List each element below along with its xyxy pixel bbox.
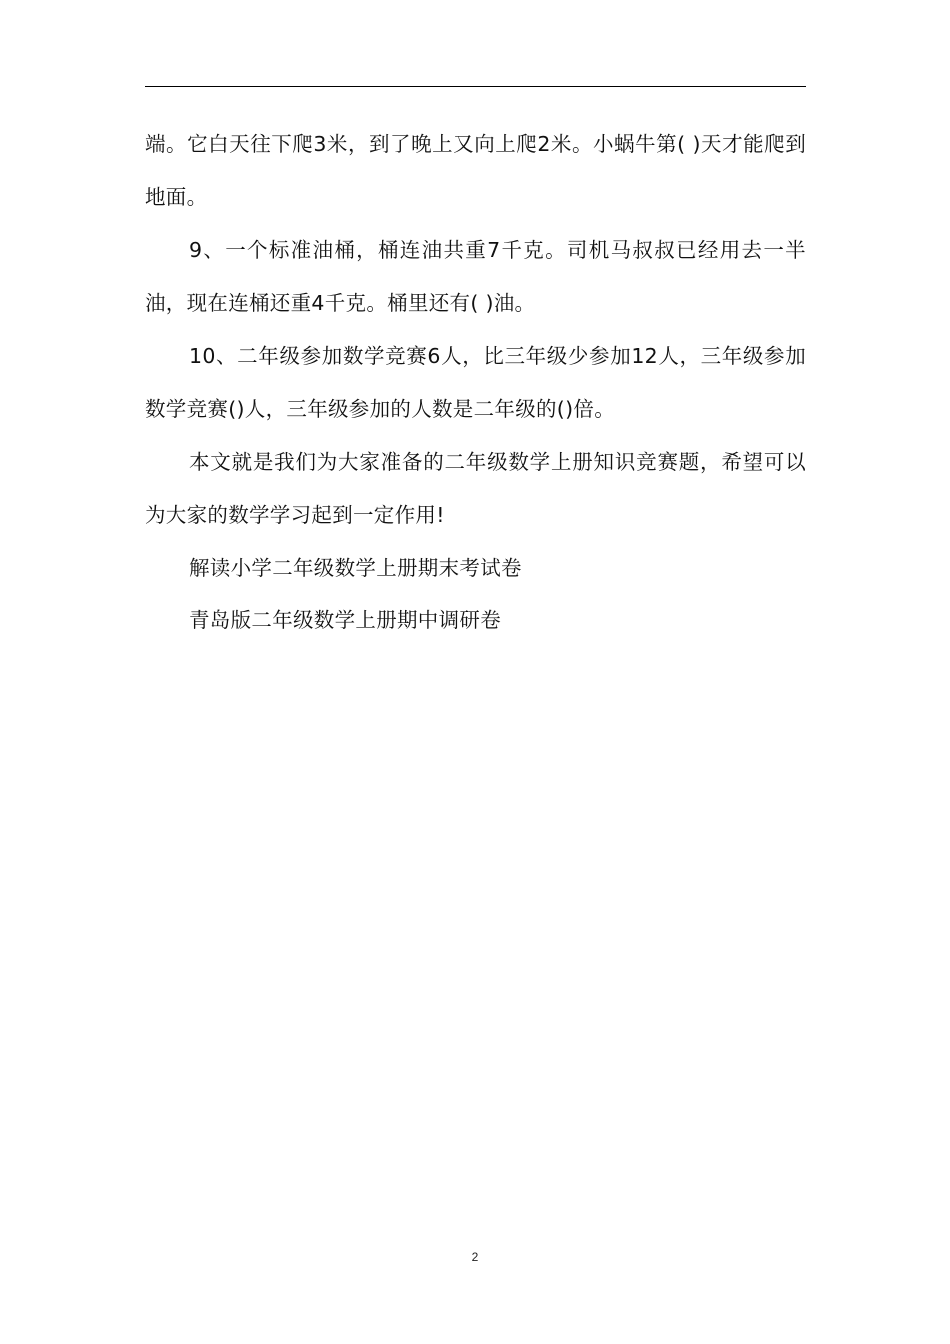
document-body — [145, 118, 806, 659]
paragraph-snail-problem-continued: 端。它白天往下爬3米，到了晚上又向上爬2米。小蜗牛第( )天才能爬到地面。 — [145, 132, 806, 209]
paragraph-question-10: 10、二年级参加数学竞赛6人，比三年级少参加12人，三年级参加数学竞赛()人，三年级参加的人数是二年级的()倍。 — [145, 344, 806, 421]
paragraph-closing-remark: 本文就是我们为大家准备的二年级数学上册知识竞赛题，希望可以为大家的数学学习起到一定作用! — [145, 450, 806, 527]
related-links — [145, 555, 806, 633]
header-rule — [145, 86, 806, 87]
related-link-midterm[interactable]: 青岛版二年级数学上册期中调研卷 — [189, 608, 501, 632]
page-number: 2 — [471, 1250, 479, 1264]
related-link-final-exam[interactable]: 解读小学二年级数学上册期末考试卷 — [189, 556, 522, 580]
paragraph-question-9: 9、一个标准油桶，桶连油共重7千克。司机马叔叔已经用去一半油，现在连桶还重4千克。桶里还有( )油。 — [145, 238, 806, 315]
